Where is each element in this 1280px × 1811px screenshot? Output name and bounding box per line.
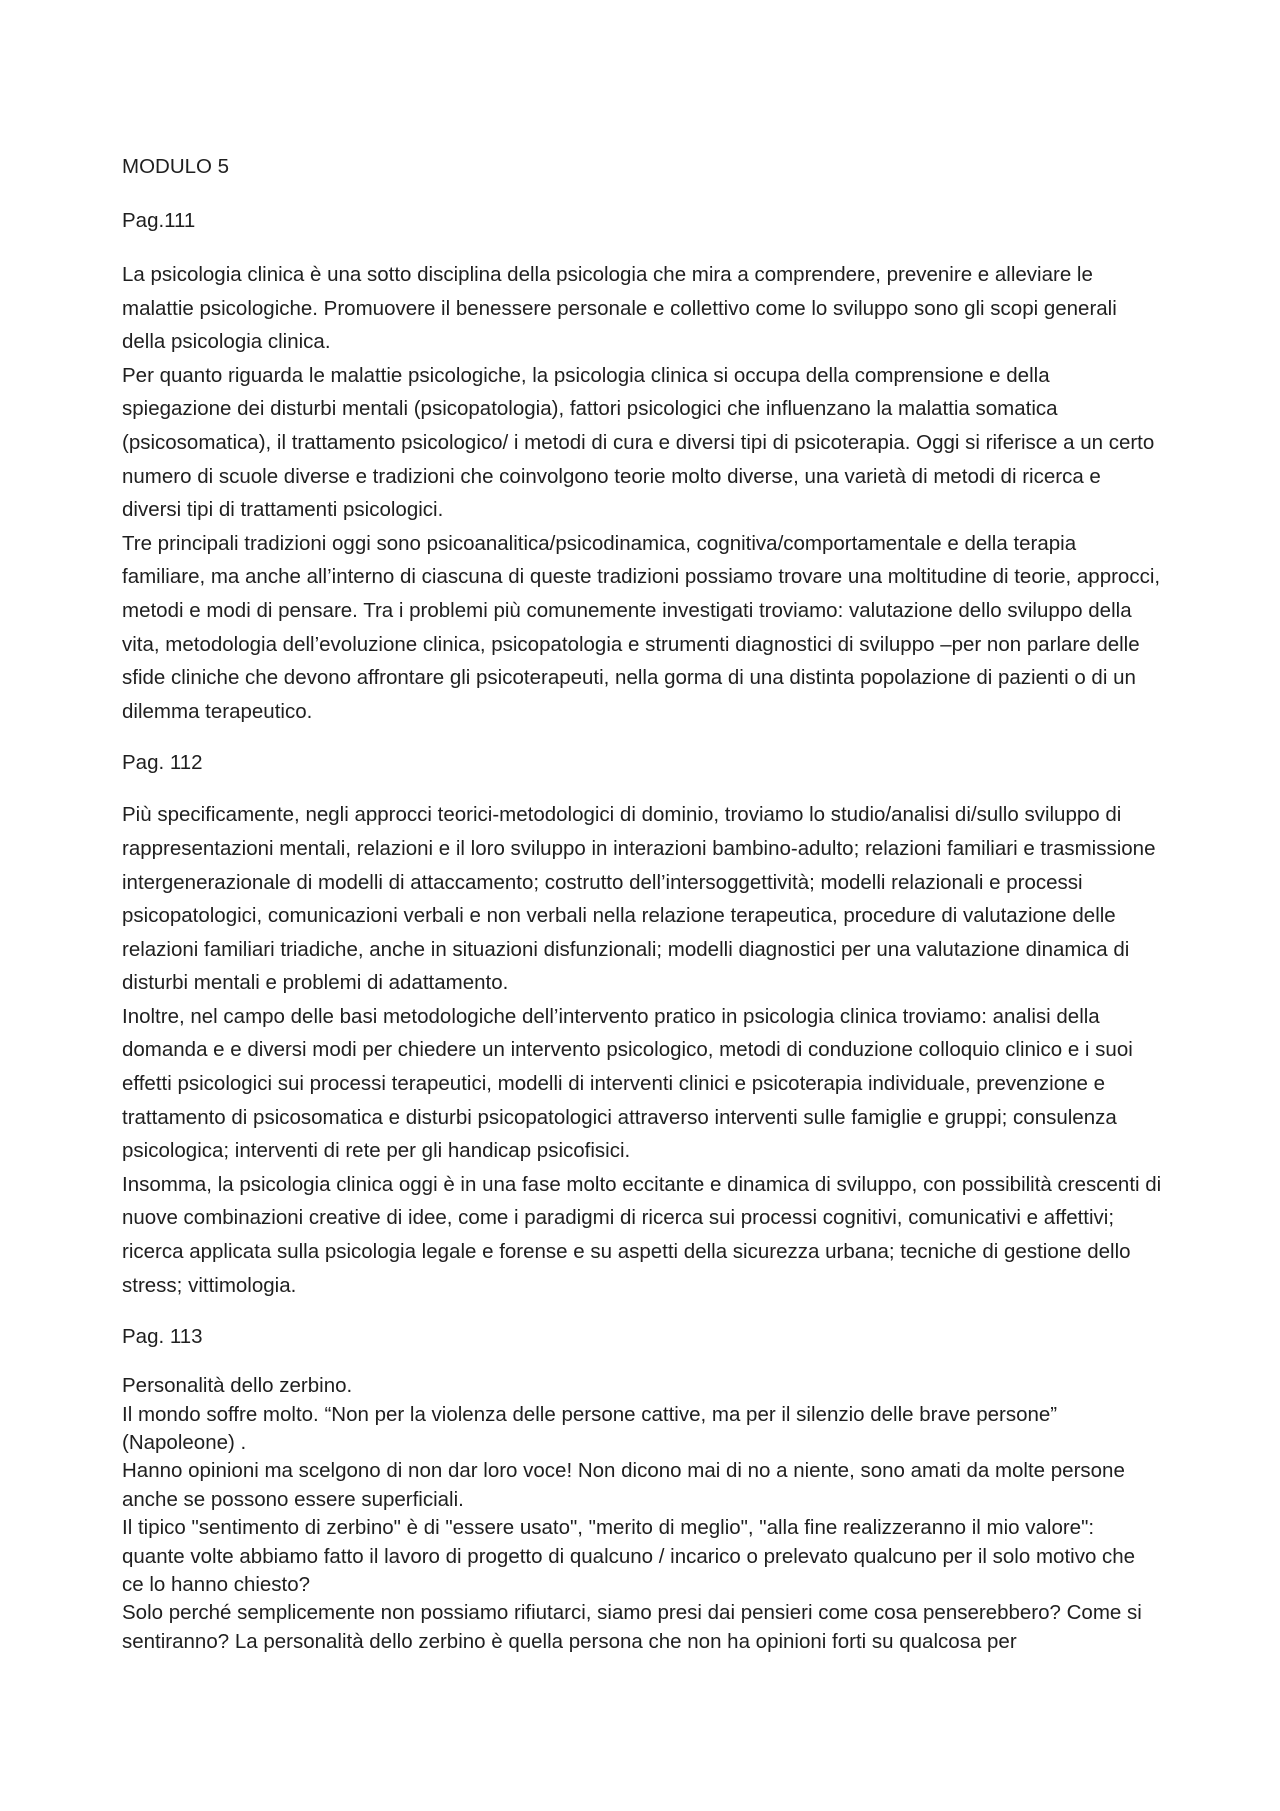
document-title: MODULO 5	[122, 155, 230, 178]
paragraph: Solo perché semplicemente non possiamo rifiutarci, siamo presi dai pensieri come cosa penserebbero? Come si sentiranno? La personalità dello zerbino è quella persona che non ha opinioni forti su qualcosa per	[122, 1601, 1142, 1653]
page-label-113: Pag. 113	[122, 1325, 203, 1349]
page-label-111: Pag.111	[122, 209, 196, 232]
paragraph: Più specificamente, negli approcci teorici-metodologici di dominio, troviamo lo studio/analisi di/sullo sviluppo di rappresentazioni mentali, relazioni e il loro sviluppo in interazioni bambino-adulto; relazioni familiari e trasmissione intergenerazionale di modelli di attaccamento; costrutto dell’intersoggettività; modelli relazionali e processi psicopatologici, comunicazioni verbali e non verbali nella relazione terapeutica, procedure di valutazione delle relazioni familiari triadiche, anche in situazioni disfunzionali; modelli diagnostici per una valutazione dinamica di disturbi mentali e problemi di adattamento.	[122, 803, 1156, 995]
paragraph: Inoltre, nel campo delle basi metodologiche dell’intervento pratico in psicologia clinica troviamo: analisi della domanda e e diversi modi per chiedere un intervento psicologico, metodi di conduzione colloquio clinico e i suoi effetti psicologici sui processi terapeutici, modelli di interventi clinici e psicoterapia individuale, prevenzione e trattamento di psicosomatica e disturbi psicopatologici attraverso interventi sulle famiglie e gruppi; consulenza psicologica; interventi di rete per gli handicap psicofisici.	[122, 1004, 1133, 1163]
paragraph: Personalità dello zerbino.	[122, 1374, 353, 1398]
paragraph: Tre principali tradizioni oggi sono psicoanalitica/psicodinamica, cognitiva/comportamentale e della terapia familiare, ma anche all’interno di ciascuna di queste tradizioni possiamo trovare una moltitudine di teorie, approcci, metodi e modi di pensare. Tra i problemi più comunemente investigati troviamo: valutazione dello sviluppo della vita, metodologia dell’evoluzione clinica, psicopatologia e strumenti diagnostici di sviluppo –per non parlare delle sfide cliniche che devono affrontare gli psicoterapeuti, nella gorma di una distinta popolazione di pazienti o di un dilemma terapeutico.	[122, 531, 1161, 723]
paragraph: Insomma, la psicologia clinica oggi è in una fase molto eccitante e dinamica di sviluppo, con possibilità crescenti di nuove combinazioni creative di idee, come i paradigmi di ricerca sui processi cognitivi, comunicativi e affettivi; ricerca applicata sulla psicologia legale e forense e su aspetti della sicurezza urbana; tecniche di gestione dello stress; vittimologia.	[122, 1172, 1162, 1297]
page-label-112: Pag. 112	[122, 751, 203, 775]
section-111	[122, 258, 1162, 728]
section-112	[122, 798, 1162, 1302]
paragraph: La psicologia clinica è una sotto disciplina della psicologia che mira a comprendere, prevenire e alleviare le malattie psicologiche. Promuovere il benessere personale e collettivo come lo sviluppo sono gli scopi generali della psicologia clinica.	[122, 263, 1117, 354]
paragraph: Hanno opinioni ma scelgono di non dar loro voce! Non dicono mai di no a niente, sono amati da molte persone anche se possono essere superficiali.	[122, 1459, 1125, 1511]
paragraph: Per quanto riguarda le malattie psicologiche, la psicologia clinica si occupa della comprensione e della spiegazione dei disturbi mentali (psicopatologia), fattori psicologici che influenzano la malattia somatica (psicosomatica), il trattamento psicologico/ i metodi di cura e diversi tipi di psicoterapia. Oggi si riferisce a un certo numero di scuole diverse e tradizioni che coinvolgono teorie molto diverse, una varietà di metodi di ricerca e diversi tipi di trattamenti psicologici.	[122, 363, 1155, 522]
document-page	[122, 150, 1162, 1656]
section-113	[122, 1372, 1162, 1656]
paragraph: Il tipico "sentimento di zerbino" è di "essere usato", "merito di meglio", "alla fine realizzeranno il mio valore": quante volte abbiamo fatto il lavoro di progetto di qualcuno / incarico o prelevato qualcuno per il solo motivo che ce lo hanno chiesto?	[122, 1516, 1136, 1597]
paragraph: Il mondo soffre molto. “Non per la violenza delle persone cattive, ma per il silenzio delle brave persone” (Napoleone) .	[122, 1402, 1058, 1455]
